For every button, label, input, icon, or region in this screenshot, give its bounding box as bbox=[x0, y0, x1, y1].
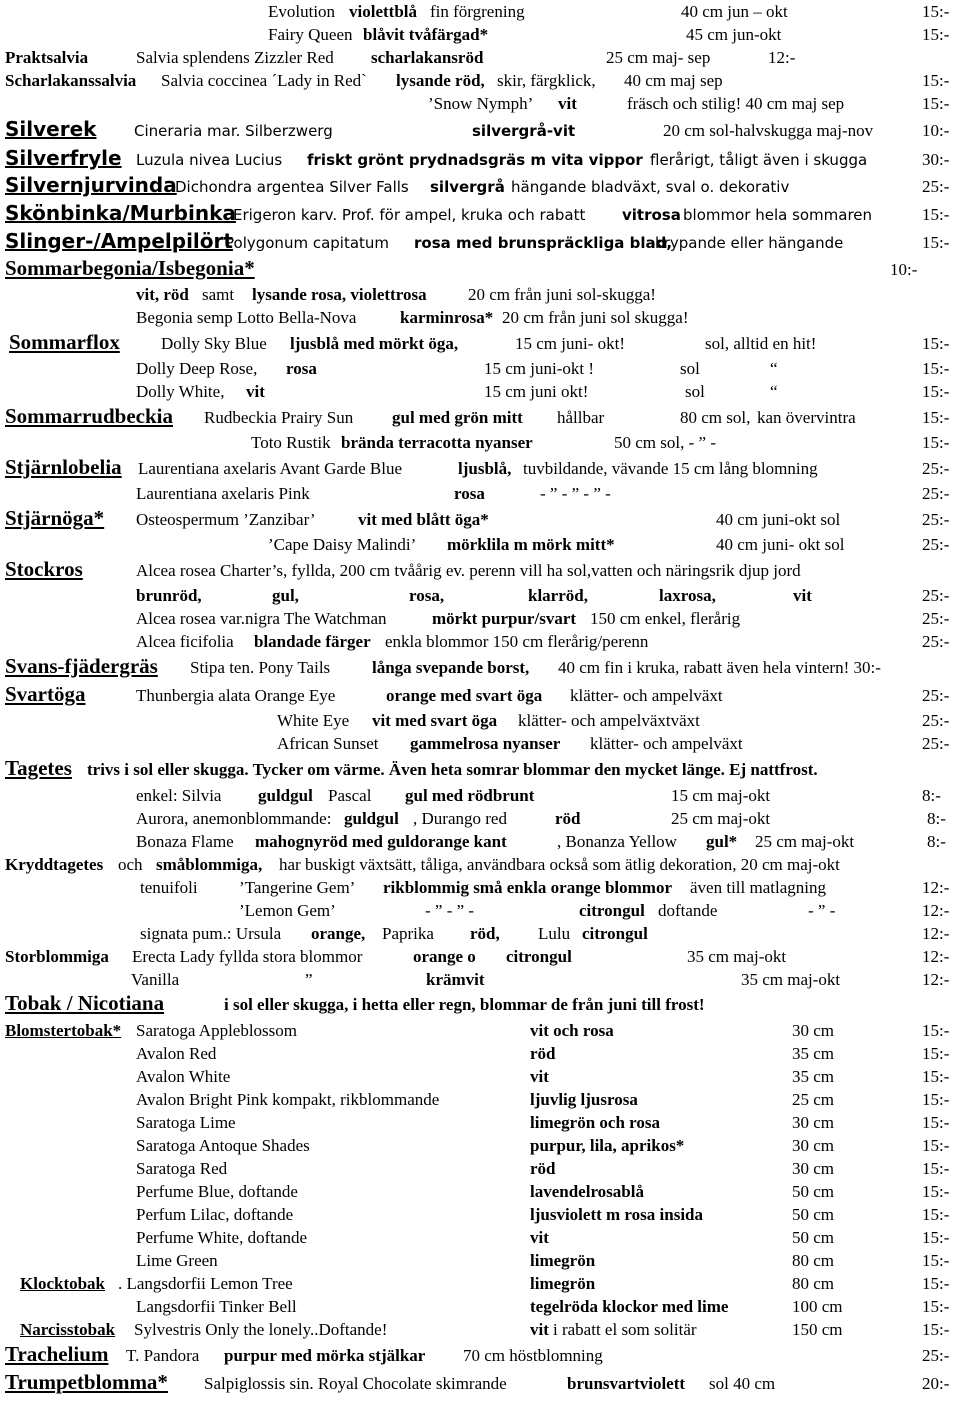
entry-text: scharlakansröd bbox=[371, 48, 484, 67]
entry-text: Avalon White bbox=[136, 1067, 231, 1086]
plant-heading: Narcisstobak bbox=[20, 1320, 116, 1339]
entry-text: krämvit bbox=[426, 970, 485, 989]
entry-text: Perfum Lilac, doftande bbox=[136, 1205, 294, 1224]
entry-text: Saratoga Lime bbox=[136, 1113, 236, 1132]
entry-text: 80 cm bbox=[792, 1251, 835, 1270]
entry-text: friskt grönt prydnadsgräs m vita vippor bbox=[307, 151, 643, 169]
entry-text: Alcea rosea Charter’s, fyllda, 200 cm tvåårig ev. perenn vill ha sol,vatten och näringsrik djup jord bbox=[136, 561, 801, 580]
entry-text: Salvia coccinea ´Lady in Red` bbox=[161, 71, 367, 90]
entry-text: och bbox=[118, 855, 143, 874]
entry-text: 10:- bbox=[890, 260, 918, 279]
entry-text: tenuifoli bbox=[140, 878, 198, 897]
entry-text: Perfume White, doftande bbox=[136, 1228, 308, 1247]
entry-text: Lime Green bbox=[136, 1251, 218, 1270]
entry-text: ’Tangerine Gem’ bbox=[239, 878, 356, 897]
entry-text: rosa bbox=[286, 359, 317, 378]
entry-text: gul med grön mitt bbox=[392, 408, 523, 427]
entry-text: vitrosa bbox=[622, 206, 681, 224]
price-label: 25:- bbox=[922, 734, 950, 753]
entry-text: rosa bbox=[454, 484, 485, 503]
entry-text: mahognyröd med guldorange kant bbox=[255, 832, 507, 851]
entry-text: Erecta Lady fyllda stora blommor bbox=[132, 947, 363, 966]
entry-text: 20 cm från juni sol skugga! bbox=[502, 308, 689, 327]
entry-text: Evolution bbox=[268, 2, 336, 21]
price-label: 25:- bbox=[922, 711, 950, 730]
entry-text: blandade färger bbox=[254, 632, 371, 651]
entry-text: gul med rödbrunt bbox=[405, 786, 535, 805]
price-label: 25:- bbox=[922, 177, 950, 196]
entry-text: - ” - ” - ” - bbox=[540, 484, 611, 503]
entry-text: 25 cm bbox=[792, 1090, 835, 1109]
entry-text: vit och rosa bbox=[530, 1021, 614, 1040]
entry-text: klarröd, bbox=[528, 586, 588, 605]
price-label: 10:- bbox=[922, 121, 950, 140]
entry-text: 150 cm bbox=[792, 1320, 843, 1339]
price-label: 25:- bbox=[922, 1346, 950, 1365]
entry-text: röd bbox=[530, 1044, 556, 1063]
entry-text: doftande bbox=[658, 901, 718, 920]
entry-text: - ” - ” - bbox=[425, 901, 475, 920]
entry-text: “ bbox=[770, 382, 778, 401]
entry-text: Begonia semp Lotto Bella-Nova bbox=[136, 308, 357, 327]
price-label: 25:- bbox=[922, 632, 950, 651]
entry-text: karminrosa* bbox=[400, 308, 494, 327]
entry-text: mörklila m mörk mitt* bbox=[447, 535, 615, 554]
price-label: 12:- bbox=[922, 970, 950, 989]
entry-text: limegrön bbox=[530, 1274, 596, 1293]
entry-text: 30 cm bbox=[792, 1136, 835, 1155]
plant-heading: Stockros bbox=[5, 557, 83, 581]
plant-heading: Trumpetblomma* bbox=[5, 1370, 168, 1394]
entry-text: Paprika bbox=[382, 924, 434, 943]
entry-text: i sol eller skugga, i hetta eller regn, blommar de från juni till frost! bbox=[224, 995, 705, 1014]
price-label: 12:- bbox=[922, 901, 950, 920]
entry-text: skir, färgklick, bbox=[497, 71, 596, 90]
entry-text: vit bbox=[530, 1067, 549, 1086]
entry-text: klätter- och ampelväxt bbox=[590, 734, 743, 753]
entry-text: 15 cm juni- okt! bbox=[515, 334, 626, 353]
entry-text: enkla blommor 150 cm flerårig/perenn bbox=[385, 632, 649, 651]
entry-text: 40 cm jun – okt bbox=[681, 2, 788, 21]
price-label: 15:- bbox=[922, 1044, 950, 1063]
entry-text: trivs i sol eller skugga. Tycker om värme. Även heta somrar blommar den mycket länge. Ej nattfrost. bbox=[87, 760, 818, 779]
entry-text: citrongul bbox=[579, 901, 645, 920]
plant-heading: Tobak / Nicotiana bbox=[5, 991, 165, 1015]
entry-text: T. Pandora bbox=[126, 1346, 200, 1365]
entry-text: vit bbox=[246, 382, 265, 401]
price-label: 15:- bbox=[922, 205, 950, 224]
entry-text: ’Cape Daisy Malindi’ bbox=[268, 535, 417, 554]
entry-text: samt bbox=[202, 285, 235, 304]
price-label: 12:- bbox=[922, 924, 950, 943]
price-label: 15:- bbox=[922, 233, 950, 252]
price-label: 30:- bbox=[922, 150, 950, 169]
entry-text: 40 cm fin i kruka, rabatt även hela vintern! 30:- bbox=[558, 658, 881, 677]
price-label: 12:- bbox=[922, 947, 950, 966]
entry-text: fin förgrening bbox=[430, 2, 525, 21]
entry-text: fräsch och stilig! 40 cm maj sep bbox=[627, 94, 845, 113]
price-label: 15:- bbox=[922, 1136, 950, 1155]
entry-text: Bonaza Flame bbox=[136, 832, 234, 851]
entry-text: limegrön och rosa bbox=[530, 1113, 661, 1132]
entry-text: hållbar bbox=[557, 408, 605, 427]
entry-text: 50 cm bbox=[792, 1205, 835, 1224]
entry-text: klätter- och ampelväxt bbox=[570, 686, 723, 705]
entry-text: ’Lemon Gem’ bbox=[239, 901, 336, 920]
entry-text: 15 cm juni okt! bbox=[484, 382, 589, 401]
plant-heading: Silverfryle bbox=[5, 146, 122, 170]
plant-heading: Silvernjurvinda bbox=[5, 173, 177, 197]
entry-text: flerårigt, tåligt även i skugga bbox=[650, 151, 868, 169]
entry-text: lysande rosa, violettrosa bbox=[252, 285, 427, 304]
entry-text: citrongul bbox=[582, 924, 648, 943]
price-label: 15:- bbox=[922, 25, 950, 44]
entry-text: 8:- bbox=[927, 809, 946, 828]
entry-text: lavendelrosablå bbox=[530, 1182, 644, 1201]
entry-text: har buskigt växtsätt, tåliga, användbara också som ätlig dekoration, 20 cm maj-okt bbox=[279, 855, 840, 874]
entry-text: långa svepande borst, bbox=[372, 658, 530, 677]
entry-text: Osteospermum ’Zanzibar’ bbox=[136, 510, 316, 529]
price-label: 15:- bbox=[922, 433, 950, 452]
plant-heading: Svartöga bbox=[5, 682, 86, 706]
entry-text: 12:- bbox=[768, 48, 796, 67]
price-label: 15:- bbox=[922, 1297, 950, 1316]
entry-text: Dolly Deep Rose, bbox=[136, 359, 258, 378]
entry-text: i rabatt el som solitär bbox=[553, 1320, 697, 1339]
entry-text: 35 cm maj-okt bbox=[687, 947, 787, 966]
entry-text: vit med svart öga bbox=[372, 711, 498, 730]
price-label: 15:- bbox=[922, 1182, 950, 1201]
entry-text: Lulu bbox=[538, 924, 571, 943]
price-label: 15:- bbox=[922, 1113, 950, 1132]
plant-heading: Blomstertobak* bbox=[5, 1021, 122, 1040]
plant-heading: Sommarrudbeckia bbox=[5, 404, 173, 428]
entry-text: Toto Rustik bbox=[251, 433, 331, 452]
entry-text: mörkt purpur/svart bbox=[432, 609, 577, 628]
entry-text: kan övervintra bbox=[757, 408, 856, 427]
entry-text: 25 cm maj-okt bbox=[755, 832, 855, 851]
price-label: 25:- bbox=[922, 586, 950, 605]
price-label: 25:- bbox=[922, 609, 950, 628]
entry-text: 30 cm bbox=[792, 1021, 835, 1040]
plant-heading: Tagetes bbox=[5, 756, 72, 780]
entry-text: 35 cm bbox=[792, 1044, 835, 1063]
price-label: 15:- bbox=[922, 2, 950, 21]
plant-heading: Stjärnöga* bbox=[5, 506, 105, 530]
entry-text: orange med svart öga bbox=[386, 686, 543, 705]
price-label: 15:- bbox=[922, 1320, 950, 1339]
entry-text: Dichondra argentea Silver Falls bbox=[175, 178, 409, 196]
entry-text: Fairy Queen bbox=[268, 25, 353, 44]
price-label: 25:- bbox=[922, 510, 950, 529]
entry-text: Avalon Red bbox=[136, 1044, 217, 1063]
entry-text: blommor hela sommaren bbox=[683, 206, 873, 224]
entry-text: röd, bbox=[470, 924, 500, 943]
entry-text: Dolly Sky Blue bbox=[161, 334, 267, 353]
entry-text: klätter- och ampelväxtväxt bbox=[518, 711, 700, 730]
entry-text: Storblommiga bbox=[5, 947, 109, 966]
entry-text: ljusviolett m rosa insida bbox=[530, 1205, 704, 1224]
price-label: 25:- bbox=[922, 686, 950, 705]
entry-text: röd bbox=[555, 809, 581, 828]
entry-text: sol bbox=[680, 359, 700, 378]
entry-text: Erigeron karv. Prof. för ampel, kruka och rabatt bbox=[233, 206, 586, 224]
entry-text: 25 cm maj- sep bbox=[606, 48, 711, 67]
price-label: 15:- bbox=[922, 1274, 950, 1293]
entry-text: gul, bbox=[272, 586, 299, 605]
entry-text: sol bbox=[685, 382, 705, 401]
entry-text: Saratoga Appleblossom bbox=[136, 1021, 298, 1040]
entry-text: Aurora, anemonblommande: bbox=[136, 809, 332, 828]
entry-text: sol 40 cm bbox=[709, 1374, 776, 1393]
entry-text: “ bbox=[770, 359, 778, 378]
entry-text: även till matlagning bbox=[690, 878, 826, 897]
entry-text: , Bonanza Yellow bbox=[557, 832, 677, 851]
entry-text: laxrosa, bbox=[659, 586, 716, 605]
entry-text: enkel: Silvia bbox=[136, 786, 222, 805]
entry-text: Avalon Bright Pink kompakt, rikblommande bbox=[136, 1090, 440, 1109]
entry-text: Praktsalvia bbox=[5, 48, 89, 67]
entry-text: Vanilla bbox=[131, 970, 180, 989]
entry-text: gul* bbox=[706, 832, 738, 851]
entry-text: Rudbeckia Prairy Sun bbox=[204, 408, 354, 427]
entry-text: blåvit tvåfärgad* bbox=[363, 25, 489, 44]
entry-text: 40 cm juni- okt sol bbox=[716, 535, 845, 554]
price-label: 15:- bbox=[922, 382, 950, 401]
entry-text: African Sunset bbox=[277, 734, 379, 753]
entry-text: 80 cm sol, bbox=[680, 408, 751, 427]
plant-heading: Trachelium bbox=[5, 1342, 109, 1366]
price-label: 15:- bbox=[922, 1090, 950, 1109]
entry-text: Salvia splendens Zizzler Red bbox=[136, 48, 334, 67]
entry-text: 40 cm maj sep bbox=[624, 71, 723, 90]
entry-text: 40 cm juni-okt sol bbox=[716, 510, 841, 529]
price-label: 25:- bbox=[922, 535, 950, 554]
price-label: 15:- bbox=[922, 334, 950, 353]
entry-text: ljusblå med mörkt öga, bbox=[290, 334, 459, 353]
entry-text: - ” - bbox=[808, 901, 836, 920]
entry-text: signata pum.: Ursula bbox=[140, 924, 282, 943]
entry-text: brunröd, bbox=[136, 586, 202, 605]
entry-text: brunsvartviolett bbox=[567, 1374, 686, 1393]
price-label: 12:- bbox=[922, 878, 950, 897]
entry-text: rosa, bbox=[409, 586, 445, 605]
entry-text: . Langsdorfii Lemon Tree bbox=[118, 1274, 293, 1293]
entry-text: ljusblå, bbox=[458, 459, 512, 478]
entry-text: Dolly White, bbox=[136, 382, 225, 401]
entry-text: Saratoga Red bbox=[136, 1159, 228, 1178]
entry-text: 80 cm bbox=[792, 1274, 835, 1293]
entry-text: Cineraria mar. Silberzwerg bbox=[134, 122, 333, 140]
entry-text: purpur, lila, aprikos* bbox=[530, 1136, 685, 1155]
price-label: 15:- bbox=[922, 1251, 950, 1270]
entry-text: Luzula nivea Lucius bbox=[136, 151, 283, 169]
price-label: 15:- bbox=[922, 94, 950, 113]
entry-text: vit med blått öga* bbox=[358, 510, 489, 529]
entry-text: White Eye bbox=[277, 711, 350, 730]
entry-text: 8:- bbox=[922, 786, 941, 805]
entry-text: brända terracotta nyanser bbox=[341, 433, 533, 452]
entry-text: Sylvestris Only the lonely..Doftande! bbox=[134, 1320, 388, 1339]
entry-text: 150 cm enkel, flerårig bbox=[590, 609, 741, 628]
entry-text: rikblommig små enkla orange blommor bbox=[383, 878, 672, 897]
entry-text: vit bbox=[530, 1228, 549, 1247]
entry-text: Pascal bbox=[328, 786, 372, 805]
entry-text: guldgul bbox=[344, 809, 399, 828]
entry-text: 35 cm maj-okt bbox=[741, 970, 841, 989]
entry-text: citrongul bbox=[506, 947, 572, 966]
price-label: 15:- bbox=[922, 1159, 950, 1178]
entry-text: röd bbox=[530, 1159, 556, 1178]
price-label: 15:- bbox=[922, 408, 950, 427]
entry-text: silvergrå-vit bbox=[472, 122, 576, 140]
entry-text: hängande bladväxt, sval o. dekorativ bbox=[511, 178, 790, 196]
entry-text: vit bbox=[530, 1320, 549, 1339]
entry-text: småblommiga, bbox=[156, 855, 263, 874]
entry-text: Stipa ten. Pony Tails bbox=[190, 658, 331, 677]
entry-text: silvergrå bbox=[430, 178, 505, 196]
entry-text: Scharlakanssalvia bbox=[5, 71, 137, 90]
entry-text: Laurentiana axelaris Avant Garde Blue bbox=[138, 459, 403, 478]
entry-text: 8:- bbox=[927, 832, 946, 851]
price-label: 15:- bbox=[922, 1067, 950, 1086]
entry-text: Perfume Blue, doftande bbox=[136, 1182, 298, 1201]
entry-text: vit bbox=[558, 94, 577, 113]
entry-text: Salpiglossis sin. Royal Chocolate skimrande bbox=[204, 1374, 507, 1393]
price-label: 25:- bbox=[922, 484, 950, 503]
entry-text: Langsdorfii Tinker Bell bbox=[136, 1297, 297, 1316]
entry-text: guldgul bbox=[258, 786, 313, 805]
entry-text: 35 cm bbox=[792, 1067, 835, 1086]
entry-text: 15 cm maj-okt bbox=[671, 786, 771, 805]
plant-heading: Stjärnlobelia bbox=[5, 455, 122, 479]
entry-text: Kryddtagetes bbox=[5, 855, 104, 874]
entry-text: 45 cm jun-okt bbox=[686, 25, 782, 44]
entry-text: ’Snow Nymph’ bbox=[428, 94, 534, 113]
entry-text: 50 cm sol, - ” - bbox=[614, 433, 716, 452]
plant-heading: Sommarbegonia/Isbegonia* bbox=[5, 256, 255, 280]
entry-text: limegrön bbox=[530, 1251, 596, 1270]
entry-text: purpur med mörka stjälkar bbox=[224, 1346, 426, 1365]
price-label: 15:- bbox=[922, 1021, 950, 1040]
entry-text: Polygonum capitatum bbox=[225, 234, 390, 252]
entry-text: 20 cm från juni sol-skugga! bbox=[468, 285, 656, 304]
entry-text: Thunbergia alata Orange Eye bbox=[136, 686, 336, 705]
entry-text: orange, bbox=[311, 924, 366, 943]
entry-text: gammelrosa nyanser bbox=[410, 734, 561, 753]
price-label: 20:- bbox=[922, 1374, 950, 1393]
plant-heading: Silverek bbox=[5, 117, 97, 141]
price-label: 25:- bbox=[922, 459, 950, 478]
entry-text: 50 cm bbox=[792, 1182, 835, 1201]
price-label: 15:- bbox=[922, 71, 950, 90]
entry-text: 50 cm bbox=[792, 1228, 835, 1247]
entry-text: ” bbox=[305, 970, 313, 989]
entry-text: 25 cm maj-okt bbox=[671, 809, 771, 828]
entry-text: 30 cm bbox=[792, 1159, 835, 1178]
entry-text: , Durango red bbox=[413, 809, 507, 828]
entry-text: 70 cm höstblomning bbox=[463, 1346, 603, 1365]
entry-text: krypande eller hängande bbox=[655, 234, 844, 252]
plant-heading: Klocktobak bbox=[20, 1274, 106, 1293]
entry-text: orange o bbox=[413, 947, 476, 966]
entry-text: 100 cm bbox=[792, 1297, 843, 1316]
entry-text: Laurentiana axelaris Pink bbox=[136, 484, 310, 503]
entry-text: rosa med brunspräckliga blad, bbox=[414, 234, 673, 252]
entry-text: 30 cm bbox=[792, 1113, 835, 1132]
plant-heading: Skönbinka/Murbinka bbox=[5, 201, 236, 225]
entry-text: ljuvlig ljusrosa bbox=[530, 1090, 638, 1109]
entry-text: vit bbox=[793, 586, 812, 605]
plant-heading: Slinger-/Ampelpilört bbox=[5, 229, 233, 253]
entry-text: violettblå bbox=[349, 2, 417, 21]
entry-text: lysande röd, bbox=[396, 71, 485, 90]
entry-text: vit, röd bbox=[136, 285, 189, 304]
entry-text: Alcea ficifolia bbox=[136, 632, 234, 651]
entry-text: tegelröda klockor med lime bbox=[530, 1297, 729, 1316]
plant-heading: Svans-fjädergräs bbox=[5, 654, 158, 678]
price-label: 15:- bbox=[922, 1205, 950, 1224]
entry-text: 20 cm sol-halvskugga maj-nov bbox=[663, 121, 874, 140]
entry-text: tuvbildande, vävande 15 cm lång blomning bbox=[523, 459, 818, 478]
price-label: 15:- bbox=[922, 1228, 950, 1247]
entry-text: 15 cm juni-okt ! bbox=[484, 359, 595, 378]
entry-text: Alcea rosea var.nigra The Watchman bbox=[136, 609, 387, 628]
entry-text: sol, alltid en hit! bbox=[705, 334, 817, 353]
price-label: 15:- bbox=[922, 359, 950, 378]
entry-text: Saratoga Antoque Shades bbox=[136, 1136, 310, 1155]
plant-heading: Sommarflox bbox=[9, 330, 120, 354]
